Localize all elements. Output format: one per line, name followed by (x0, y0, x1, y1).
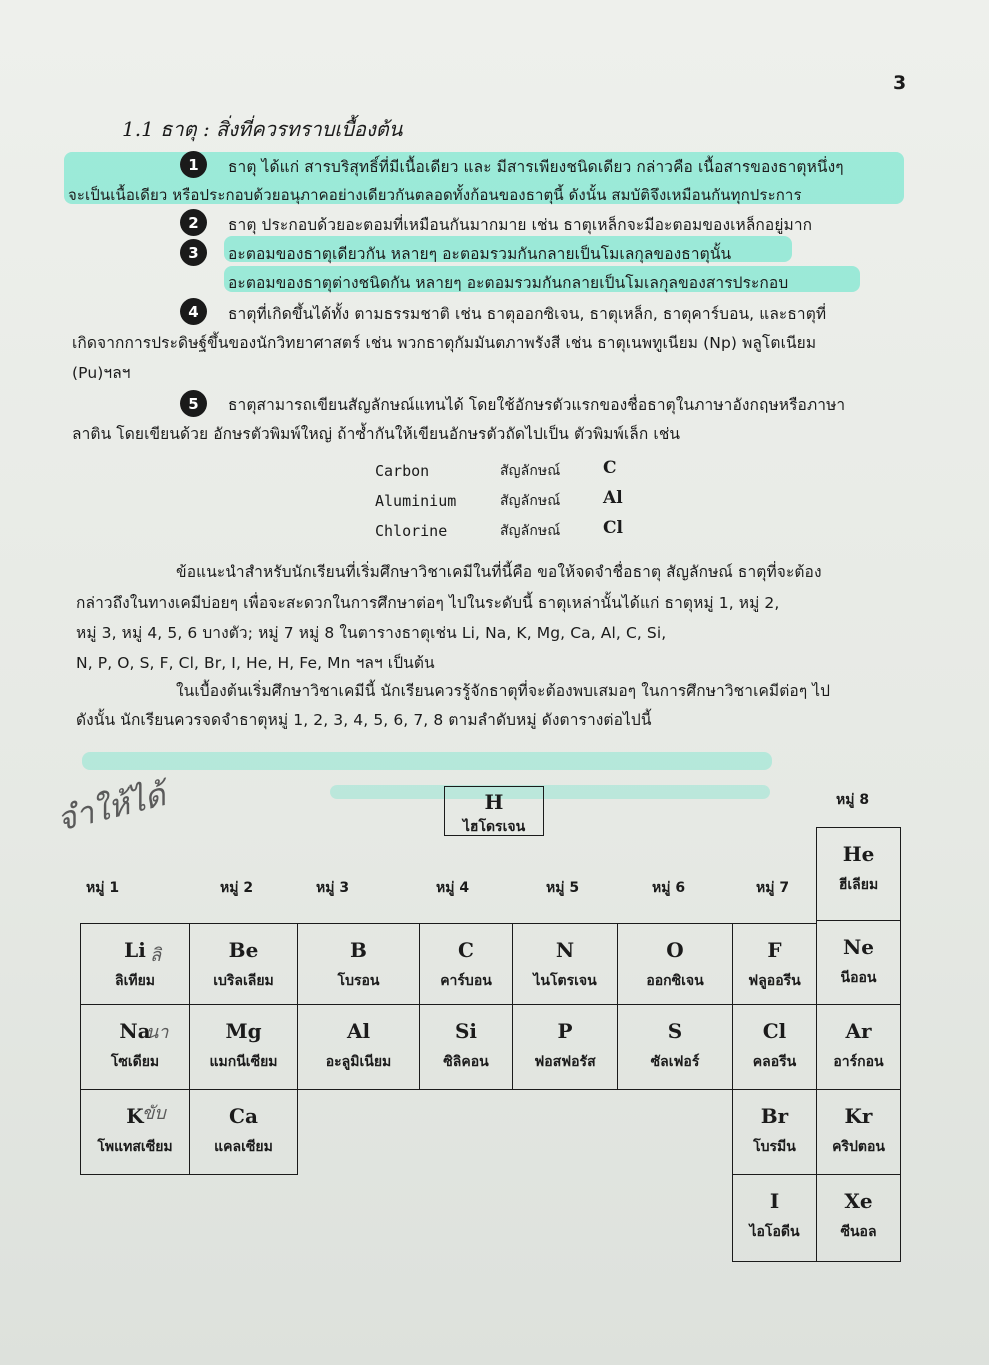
element-cell-s (617, 1004, 733, 1090)
group-label-7: หมู่ 7 (756, 880, 790, 896)
element-symbol: C (458, 938, 474, 962)
element-name: ฟลูออรีน (748, 973, 801, 989)
element-symbol: Li (124, 938, 146, 962)
element-cell-he (816, 827, 901, 921)
element-name: อะลูมิเนียม (325, 1054, 392, 1070)
para1-line-1: ข้อแนะนำสำหรับนักเรียนที่เริ่มศึกษาวิชาเคมีในที่นี้คือ ขอให้จดจำชื่อธาตุ สัญลักษณ์ ธาตุที่จะต้อง (176, 563, 822, 581)
example-symbol-chlorine: Cl (603, 518, 623, 538)
element-cell-si (419, 1004, 513, 1090)
element-cell-c (419, 923, 513, 1005)
element-cell-mg (189, 1004, 298, 1090)
example-symbol-carbon: C (603, 458, 617, 478)
page-number: 3 (893, 72, 907, 94)
group-label-8: หมู่ 8 (836, 792, 870, 808)
element-symbol: He (842, 842, 875, 866)
example-symbol-aluminium: Al (603, 488, 623, 508)
example-label-aluminium: สัญลักษณ์ (500, 493, 561, 509)
point-1-line-2: จะเป็นเนื้อเดียว หรือประกอบด้วยอนุภาคอย่างเดียวกันตลอดทั้งก้อนของธาตุนี้ ดังนั้น สมบัติจึงเหมือนกันทุกประการ (68, 186, 802, 204)
element-symbol: H (484, 790, 504, 814)
para2-line-1: ในเบื้องต้นเริ่มศึกษาวิชาเคมีนี้ นักเรียนควรรู้จักธาตุที่จะต้องพบเสมอๆ ในการศึกษาวิชาเคมีต่อๆ ไป (176, 682, 831, 700)
element-name: ซัลเฟอร์ (650, 1054, 700, 1070)
element-name: อาร์กอน (833, 1054, 884, 1070)
element-name: ไนโตรเจน (533, 973, 597, 989)
example-name-carbon: Carbon (375, 462, 430, 480)
element-cell-k (80, 1089, 190, 1175)
element-cell-ca (189, 1089, 298, 1175)
element-cell-o (617, 923, 733, 1005)
element-symbol: N (555, 938, 575, 962)
handwritten-li: ลิ (150, 945, 162, 966)
element-symbol: Cl (762, 1019, 787, 1043)
number-badge-5: 5 (180, 390, 207, 417)
element-symbol: I (769, 1189, 780, 1213)
point-4-line-2: เกิดจากการประดิษฐ์ขึ้นของนักวิทยาศาสตร์ เช่น พวกธาตุกัมมันตภาพรังสี เช่น ธาตุเนพทูเนียม (Np) พลูโตเนียม (72, 334, 817, 352)
point-4-line-3: (Pu)ฯลฯ (72, 364, 131, 382)
element-symbol: Na (119, 1019, 151, 1043)
element-symbol: Kr (844, 1104, 873, 1128)
element-symbol: Mg (225, 1019, 262, 1043)
element-symbol: Xe (844, 1189, 873, 1213)
point-5-line-1: ธาตุสามารถเขียนสัญลักษณ์แทนได้ โดยใช้อักษรตัวแรกของชื่อธาตุในภาษาอังกฤษหรือภาษา (228, 396, 846, 414)
point-5-line-2: ลาติน โดยเขียนด้วย อักษรตัวพิมพ์ใหญ่ ถ้าซ้ำกันให้เขียนอักษรตัวถัดไปเป็น ตัวพิมพ์เล็ก เช่น (72, 425, 681, 443)
handwritten-na: นา (146, 1022, 169, 1043)
element-cell-ne (816, 920, 901, 1005)
element-cell-h (444, 786, 544, 836)
element-cell-b (297, 923, 420, 1005)
element-cell-al (297, 1004, 420, 1090)
number-badge-1: 1 (180, 151, 207, 178)
element-name: ซีนอล (840, 1224, 877, 1240)
example-name-aluminium: Aluminium (375, 492, 457, 510)
group-label-3: หมู่ 3 (316, 880, 350, 896)
element-name: โบรมีน (753, 1139, 796, 1155)
element-cell-kr (816, 1089, 901, 1175)
highlight-stroke (82, 752, 772, 770)
element-symbol: B (350, 938, 367, 962)
number-badge-3: 3 (180, 239, 207, 266)
group-label-4: หมู่ 4 (436, 880, 470, 896)
element-cell-li (80, 923, 190, 1005)
point-1-line-1: ธาตุ ได้แก่ สารบริสุทธิ์ที่มีเนื้อเดียว และ มีสารเพียงชนิดเดียว กล่าวคือ เนื้อสารของธาตุหนึ่งๆ (228, 158, 844, 176)
element-cell-p (512, 1004, 618, 1090)
number-badge-4: 4 (180, 298, 207, 325)
element-name: โพแทสเซียม (97, 1139, 173, 1155)
element-cell-cl (732, 1004, 817, 1090)
para1-line-4: N, P, O, S, F, Cl, Br, I, He, H, Fe, Mn ฯลฯ เป็นต้น (76, 654, 435, 672)
element-name: ฮีเลียม (838, 877, 879, 893)
element-name: โซเดียม (110, 1054, 160, 1070)
element-cell-na (80, 1004, 190, 1090)
element-name: ไอโอดีน (749, 1224, 800, 1240)
element-symbol: Be (228, 938, 259, 962)
element-name: โบรอน (337, 973, 380, 989)
group-label-2: หมู่ 2 (220, 880, 254, 896)
element-symbol: Al (346, 1019, 371, 1043)
element-cell-xe (816, 1174, 901, 1262)
element-name: คริปตอน (832, 1139, 885, 1155)
example-label-chlorine: สัญลักษณ์ (500, 523, 561, 539)
point-4-line-1: ธาตุที่เกิดขึ้นได้ทั้ง ตามธรรมชาติ เช่น ธาตุออกซิเจน, ธาตุเหล็ก, ธาตุคาร์บอน, และธาตุที่ (228, 305, 827, 323)
group-label-5: หมู่ 5 (546, 880, 580, 896)
number-badge-2: 2 (180, 209, 207, 236)
para2-line-2: ดังนั้น นักเรียนควรจดจำธาตุหมู่ 1, 2, 3, 4, 5, 6, 7, 8 ตามลำดับหมู่ ดังตารางต่อไปนี้ (76, 711, 652, 729)
element-symbol: Ca (229, 1104, 258, 1128)
element-name: นีออน (840, 970, 877, 986)
element-symbol: Ar (845, 1019, 872, 1043)
element-name: ออกซิเจน (646, 973, 704, 989)
group-label-6: หมู่ 6 (652, 880, 686, 896)
element-symbol: Br (760, 1104, 789, 1128)
element-cell-ar (816, 1004, 901, 1090)
para1-line-3: หมู่ 3, หมู่ 4, 5, 6 บางตัว; หมู่ 7 หมู่ 8 ในตารางธาตุเช่น Li, Na, K, Mg, Ca, Al, C, Si, (76, 624, 667, 642)
element-name: ลิเทียม (114, 973, 156, 989)
para1-line-2: กล่าวถึงในทางเคมีบ่อยๆ เพื่อจะสะดวกในการศึกษาต่อๆ ไปในระดับนี้ ธาตุเหล่านั้นได้แก่ ธาตุหมู่ 1, หมู่ 2, (76, 594, 780, 612)
example-name-chlorine: Chlorine (375, 522, 448, 540)
highlight-stroke-2 (330, 785, 770, 799)
element-cell-br (732, 1089, 817, 1175)
element-cell-f (732, 923, 817, 1005)
element-name: เบริลเลียม (213, 973, 274, 989)
point-2-line-1: ธาตุ ประกอบด้วยอะตอมที่เหมือนกันมากมาย เช่น ธาตุเหล็กจะมีอะตอมของเหล็กอยู่มาก (228, 216, 813, 234)
handwritten-k: ขับ (142, 1103, 166, 1124)
point-3-line-2: อะตอมของธาตุต่างชนิดกัน หลายๆ อะตอมรวมกันกลายเป็นโมเลกุลของสารประกอบ (228, 274, 789, 292)
element-name: ฟอสฟอรัส (534, 1054, 596, 1070)
example-label-carbon: สัญลักษณ์ (500, 463, 561, 479)
element-symbol: Si (454, 1019, 478, 1043)
element-symbol: K (126, 1104, 144, 1128)
element-cell-n (512, 923, 618, 1005)
element-name: คลอรีน (752, 1054, 797, 1070)
element-symbol: S (667, 1019, 683, 1043)
element-symbol: F (767, 938, 782, 962)
group-label-1: หมู่ 1 (86, 880, 120, 896)
element-name: ซิลิคอน (443, 1054, 489, 1070)
element-symbol: Ne (842, 935, 874, 959)
element-name: แคลเซียม (214, 1139, 273, 1155)
element-name: แมกนีเซียม (209, 1054, 278, 1070)
element-cell-be (189, 923, 298, 1005)
element-name: ไฮโดรเจน (462, 819, 526, 835)
handwritten-note: จำให้ได้ (52, 775, 170, 839)
section-heading: 1.1 ธาตุ : สิ่งที่ควรทราบเบื้องต้น (122, 117, 403, 141)
element-symbol: O (666, 938, 684, 962)
element-cell-i (732, 1174, 817, 1262)
point-3-line-1: อะตอมของธาตุเดียวกัน หลายๆ อะตอมรวมกันกลายเป็นโมเลกุลของธาตุนั้น (228, 245, 732, 263)
element-symbol: P (557, 1019, 573, 1043)
element-name: คาร์บอน (440, 973, 492, 989)
